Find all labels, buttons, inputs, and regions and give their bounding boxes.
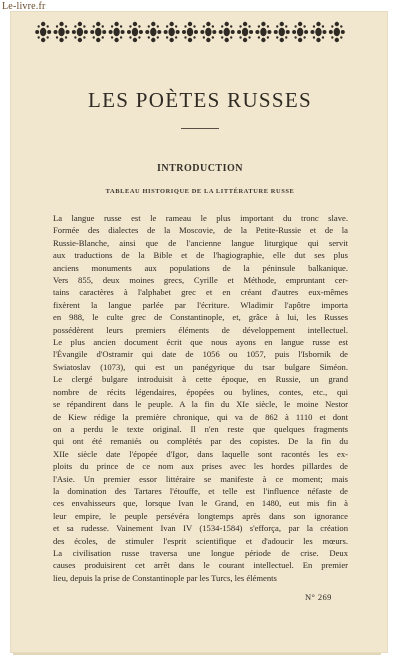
text-line: Formée des dialectes de la Moscovie, de la Petite-Russie et de la [53, 225, 348, 236]
text-line: et sa rudesse. Vainement Ivan IV (1534-1584) s'efforça, par la création [53, 523, 348, 534]
text-line: en 988, le culte grec de Constantinople, et, grâce à lui, les Russes [53, 312, 348, 323]
text-line: l'Asie. Un premier essor littéraire se manifeste à ce moment; mais [53, 473, 348, 484]
text-line: lieu, depuis la prise de Constantinople par les Turcs, les éléments [53, 572, 277, 583]
text-line: nombre de récits légendaires, épopées ou bylines, contes, etc., qui [53, 386, 348, 397]
fleuron-ornament-icon [237, 22, 253, 42]
page-number: N° 269 [305, 592, 332, 602]
section-heading: INTRODUCTION [156, 163, 243, 174]
fleuron-ornament-icon [219, 22, 235, 42]
fleuron-ornament-icon [54, 22, 70, 42]
text-line: l'Évangile d'Ostramir qui date de 1056 ou 1057, puis l'Isbornik de [53, 349, 348, 360]
text-line: Swiatoslav (1073), qui est un panégyrique du tsar bulgare Siméon. [53, 361, 348, 372]
fleuron-ornament-icon [310, 22, 326, 42]
text-line: des écoles, de stimuler l'esprit scientifique et d'adoucir les mœurs. [53, 535, 348, 546]
text-line: tains caractères à l'alphabet grec et en créant d'autres eux-mêmes [53, 287, 348, 298]
fleuron-ornament-icon [145, 22, 161, 42]
text-line: on a perdu le texte original. Il n'en reste que quelques fragments [53, 423, 348, 434]
fleuron-ornament-icon [90, 22, 106, 42]
text-line: causes produisirent cet arrêt dans le courant intellectuel. En premier [53, 560, 348, 571]
text-line: leur empire, le peuple persévéra longtemps après dans son ignorance [53, 510, 348, 521]
text-line: de Kiew rédige la première chronique, qui va de 862 à 1110 et dont [53, 411, 348, 422]
fleuron-ornament-icon [72, 22, 88, 42]
fleuron-ornament-icon [35, 22, 51, 42]
text-line: ces envahisseurs que, lorsque Ivan le Grand, en 1480, eut mis fin à [53, 498, 348, 509]
fleuron-ornament-icon [127, 22, 143, 42]
text-line: Le clergé bulgare introduisit à cette époque, en Russie, un grand [53, 374, 348, 385]
section-subtitle: TABLEAU HISTORIQUE DE LA LITTÉRATURE RUSSE [105, 188, 295, 195]
text-line: Russie-Blanche, ainsi que de l'ancienne langue liturgique qui servit [53, 237, 348, 248]
text-line: La civilisation russe traversa une longue période de crise. Deux [53, 547, 348, 558]
text-line: Le plus ancien document écrit que nous ayons en langue russe est [53, 337, 348, 348]
text-line: fixèrent la langue parlée par l'écriture. Wladimir l'apôtre importa [53, 299, 348, 310]
text-line: XIIe siècle date l'épopée d'Igor, dans laquelle sont racontés les ex- [53, 448, 348, 459]
text-line: qui ont été remaniés ou complétés par des copistes. De la fin du [53, 436, 348, 447]
text-line: aux traductions de la Bible et de l'hagiographie, elle dut ses plus [53, 250, 348, 261]
site-watermark-label: Le-livre.fr [2, 1, 46, 12]
fleuron-ornament-icon [292, 22, 308, 42]
text-line: se répandirent dans le peuple. A la fin du XIe siècle, le moine Nestor [53, 399, 348, 410]
fleuron-ornament-icon [164, 22, 180, 42]
text-line: la domination des Tartares l'étouffe, et telle est l'influence néfaste de [53, 485, 348, 496]
body-paragraph [53, 212, 348, 584]
ornamental-border [34, 19, 346, 45]
page-edge [13, 653, 381, 655]
fleuron-ornament-icon [329, 22, 345, 42]
fleuron-ornament-icon [255, 22, 271, 42]
text-line: La langue russe est le rameau le plus important du tronc slave. [53, 213, 348, 223]
fleuron-ornament-icon [182, 22, 198, 42]
fleuron-ornament-icon [109, 22, 125, 42]
text-line: Vers 855, deux moines grecs, Cyrille et Méthode, empruntant cer- [53, 275, 348, 286]
text-line: possédèrent leurs premiers éléments de développement intellectuel. [53, 324, 348, 335]
page-title: LES POÈTES RUSSES [88, 88, 312, 112]
text-line: ploits du prince de ce nom aux prises avec les hordes pillardes de [53, 461, 348, 472]
title-divider [181, 128, 219, 129]
text-line: anciens monuments aux populations de la péninsule balkanique. [53, 262, 348, 273]
fleuron-ornament-icon [274, 22, 290, 42]
fleuron-ornament-icon [200, 22, 216, 42]
